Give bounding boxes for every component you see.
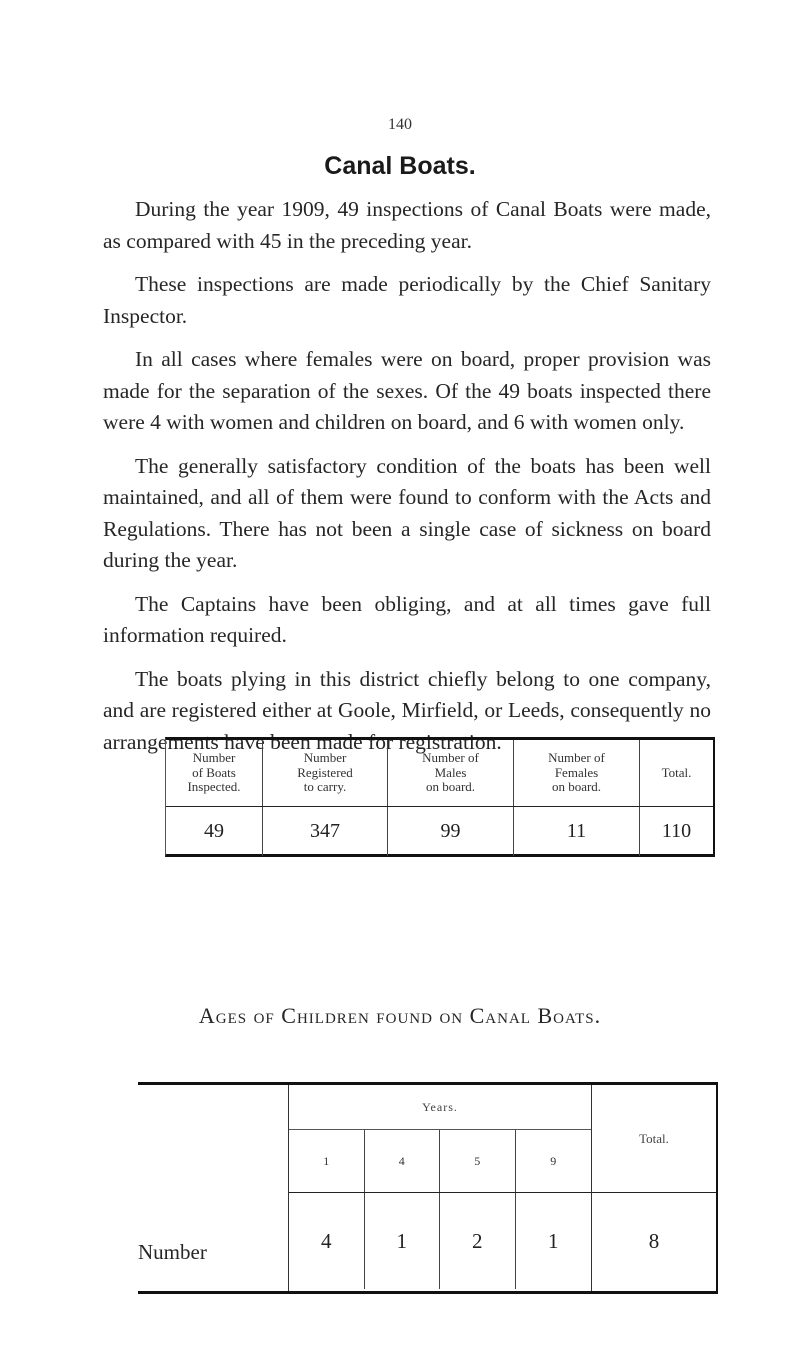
paragraph: The generally satisfactory condition of the boats has been well maintained, and all of them were found to conform with the Acts and Regulations. There has not been a single case of sickness on board during the year. <box>103 453 711 572</box>
ages-table <box>138 1082 718 1294</box>
value-registered-to-carry: 347 <box>262 807 387 856</box>
header-total: Total. <box>639 740 713 806</box>
age-count: 1 <box>365 1193 441 1289</box>
paragraph: In all cases where females were on board, proper provision was made for the separation of the sexes. Of the 49 boats inspected there were 4 with women and children on board, and 6 with women only. <box>103 347 711 434</box>
header-males-on-board: Number of Males on board. <box>387 740 513 806</box>
ages-table-title: Ages of Children found on Canal Boats. <box>198 1003 602 1028</box>
counts-row <box>289 1193 591 1289</box>
value-total: 110 <box>639 807 713 856</box>
section-title: Canal Boats. <box>324 152 476 180</box>
paragraph: During the year 1909, 49 inspections of Canal Boats were made, as compared with 45 in the preceding year. <box>103 197 711 253</box>
age-header: 1 <box>289 1130 365 1192</box>
inspection-table <box>165 737 715 857</box>
age-count: 4 <box>289 1193 365 1289</box>
page-number: 140 <box>388 116 412 133</box>
age-count: 1 <box>548 1228 559 1253</box>
years-block <box>288 1085 592 1291</box>
ages-header-row <box>289 1130 591 1193</box>
row-label-number: Number <box>138 1240 207 1264</box>
body-text <box>103 194 711 770</box>
header-years: Years. <box>289 1085 591 1130</box>
header-females-on-board: Number of Females on board. <box>513 740 639 806</box>
age-header: 5 <box>440 1130 516 1192</box>
paragraph: The boats plying in this district chiefly belong to one company, and are registered either at Goole, Mirfield, or Leeds, consequently no arrangements have been made for registration. <box>103 666 711 754</box>
age-count: 2 <box>440 1193 516 1289</box>
value-boats-inspected: 49 <box>204 820 224 842</box>
age-header: 4 <box>365 1130 441 1192</box>
total-block <box>592 1085 716 1291</box>
value-males-on-board: 99 <box>387 807 513 856</box>
age-header: 9 <box>550 1153 557 1168</box>
inspection-table-data-row <box>166 807 713 856</box>
header-boats-inspected: Number of Boats Inspected. <box>187 750 241 795</box>
value-females-on-board: 11 <box>513 807 639 856</box>
header-registered-to-carry: Number Registered to carry. <box>262 740 387 806</box>
inspection-table-header-row <box>166 740 713 807</box>
paragraph: These inspections are made periodically by the Chief Sanitary Inspector. <box>103 272 711 328</box>
header-total: Total. <box>592 1085 716 1193</box>
value-total: 8 <box>648 1228 660 1253</box>
paragraph: The Captains have been obliging, and at all times gave full information required. <box>103 591 711 647</box>
